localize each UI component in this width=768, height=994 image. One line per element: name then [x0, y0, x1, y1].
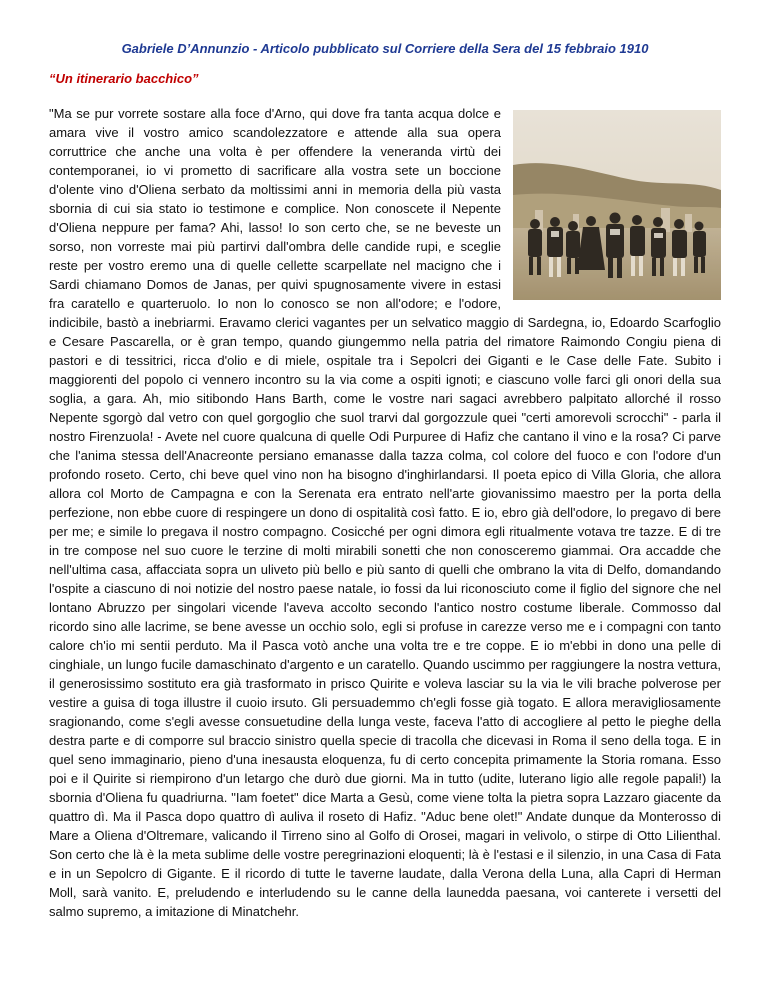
- document-title: Gabriele D’Annunzio - Articolo pubblicato sul Corriere della Sera del 15 febbraio 1910: [121, 41, 649, 56]
- article-paragraph: "Ma se pur vorrete sostare alla foce d'Arno, qui dove fra tanta acqua dolce e amara vive il vostro amico scandolezzatore e attende alla sua opera corruttrice che anche una volta è per offendere la veneranda virtù dei contemporanei, io vi prometto di sacrificare alla vostra sete un boccione d'olente vino d'Oliena serbato da moltissimi anni in memoria della più vasta sbornia di cui sia stato io testimone e complice. Non conoscete il Nepente d'Oliena neppure per fama? Ahi, lasso! Io son certo che, se ne beveste un sorso, non vorreste mai più partirvi dall'ombra delle candide rupi, e sceglie reste per vostro eremo una di quelle cellette scarpellate nel macigno che i Sardi chiamano Domos de Janas, per quivi spugnosamente vivere in estasi fra caratello e quarteruolo. Io non lo conosco se non all'odore; e l'odore, indicibile, bastò a inebriarmi. Eravamo clerici vagantes per un selvatico maggio di Sardegna, io, Edoardo Scarfoglio e Cesare Pascarella, or è gran tempo, quando giungemmo nella patria del rimatore Raimondo Congiu piena di pastori e di tessitrici, ricca d'olio e di miele, ospitale tra i Sepolcri dei Giganti e le Case delle Fate. Subito i maggiorenti del popolo ci vennero incontro su la via come a ospiti ignoti; e ciascuno volle farci gli onori della sua soglia, a gara. Ah, mio sitibondo Hans Barth, come le vostre nari sagaci avrebbero palpitato allorché il rosso Nepente sgorgò dal vetro con quel gorgoglio che suol trarvi dal gorgozzule quei "certi amorevoli scrocchi" - parla il nostro Firenzuola! - Avete nel cuore qualcuna di quelle Odi Purpuree di Hafiz che cantano il vino e la rosa? Ci parve che l'anima stessa dell'Anacreonte persiano emanasse dalla tazza colma, col colore del fuoco e con l'odore d'un profondo roseto. Certo, chi beve quel vino non ha bisogno d'inghirlandarsi. Il poeta epico di Villa Gloria, che allora allora col Morto de Campagna e con la Serenata era entrato nell'arte giovanissimo maestro per la porta della perfezione, non ebbe cuore di respingere un dono di ospitalità così fatto. E io, ebro già dell'odore, lo pregavo di bere per me; e simile lo pregava il nostro compagno. Cosicché per ogni dimora egli ritualmente votava tre tazze. E di tre in tre compose nel suo cuore le terzine di molti mirabili sonetti che non conosceremo giammai. Ora accadde che nell'ultima casa, affacciata sopra un uliveto più bello e più santo di quelli che ombrano la vita di Delfo, domandando l'ospite a ciascuno di noi notizie del nostro paese natale, io fossi da lui riconosciuto come il figlio del signore che nel lontano Abruzzo per singolari vicende l'aveva accolto secondo l'antico nostro costume liberale. Commosso dal ricordo sino alle lacrime, se bene avesse un occhio solo, egli si profuse in carezze verso me e i compagni con tanto calore ch'io mi sentii perduto. Ma il Pasca votò anche una volta tre e tre coppe. E io m'ebbi in dono una pelle di cinghiale, un lungo fucile damaschinato d'argento e un caratello. Quando uscimmo per raggiungere la nostra vettura, il generosissimo sostituto era già trasformato in prisco Quirite e voleva lasciar su la via le vili brache polverose per vestire a guisa di toga illustre il cuoio irsuto. Gli persuademmo ch'egli fosse già togato. E allora meravigliosamente sragionando, come s'egli avesse consuetudine della lunga veste, faceva l'atto di accogliere al petto le pieghe della destra parte e di comporre sul braccio sinistro quella specie di tracolla che dicevasi in Roma il seno della toga. E in quel seno immaginario, pieno d'una inesausta eloquenza, fu di certo concepita primamente la Storia romana. Esso poi e il Quirite si riempirono d'un letargo che durò due giorni. Ma in tutto (udite, luterano ligio alle regole papali!) la sbornia d'Oliena fu quadriurna. "Iam foetet" dice Marta a Gesù, come viene tolta la pietra sopra Lazzaro giacente da quattro dì. Ma il Pasca dopo quattro dì auliva il roseto di Hafiz. "Aduc bene olet!" Andate dunque da Monterosso di Mare a Oliena d'Oltremare, valicando il Tirreno sino al Golfo di Orosei, magari in velivolo, o stirpe di Otto Lilienthal. Son certo che là è la meta sublime delle vostre peregrinazioni eloquenti; là è l'estasi e il silenzio, in una Casa di Fata e in un Sepolcro di Gigante. E il ricordo di tutte le taverne laudate, dalla Verona della Luna, alla Capri di Herman Moll, sarà vanito. E, preludendo e interludendo su le canne della launedda paesana, voi canterete i versetti del salmo supremo, a imitazione di Minatchehr.: [49, 106, 721, 919]
- document-page: [49, 40, 721, 921]
- article-subtitle: “Un itinerario bacchico”: [49, 71, 199, 86]
- article-body: [49, 104, 721, 921]
- group-photo-image: [513, 110, 721, 300]
- group-photo: [513, 110, 721, 300]
